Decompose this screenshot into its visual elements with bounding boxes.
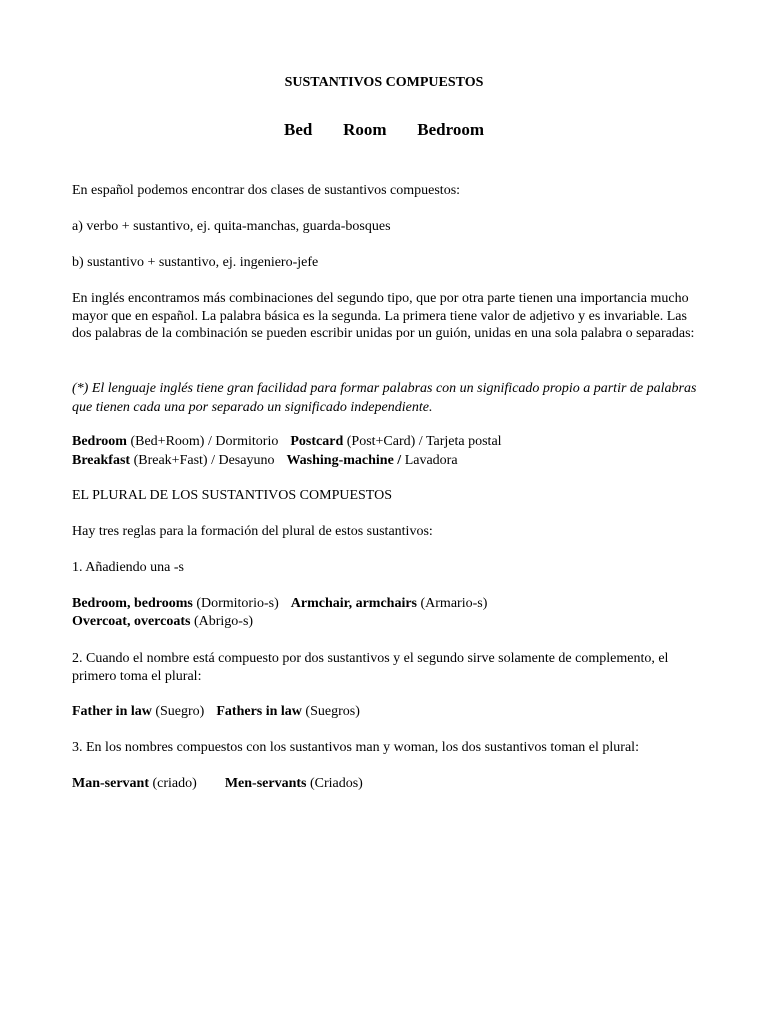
example-desc: (Abrigo-s) [190, 614, 254, 629]
document-heading: Bed Room Bedroom [283, 120, 484, 139]
examples-line-1 [72, 433, 700, 451]
example-word: Postcard [290, 434, 344, 449]
type-a-line: a) verbo + sustantivo, ej. quita-manchas, guarda-bosques [72, 219, 391, 234]
examples-line-2 [72, 452, 700, 470]
type-b-line: b) sustantivo + sustantivo, ej. ingeniero-jefe [72, 255, 319, 270]
example-desc: (Break+Fast) / Desayuno [130, 453, 275, 468]
rule-1-examples-line-2 [72, 613, 700, 631]
intro-paragraph: En español podemos encontrar dos clases de sustantivos compuestos: [72, 183, 461, 198]
example-word: Fathers in law [216, 704, 302, 719]
rule-3-examples [72, 775, 700, 793]
example-desc: (Post+Card) / Tarjeta postal [343, 434, 502, 449]
example-word: Bedroom [72, 434, 127, 449]
example-word: Washing-machine / [286, 453, 402, 468]
example-desc: (Dormitorio-s) [192, 596, 279, 611]
english-paragraph: En inglés encontramos más combinaciones del segundo tipo, que por otra parte tienen una importancia mucho mayor que en español. La palabra básica es la segunda. La primera tiene valor de adjetivo y es invariable. Las dos palabras de la combinación se pueden escribir unidas por un guión, unidas en una sola palabra o separadas: [72, 291, 695, 341]
plural-heading: EL PLURAL DE LOS SUSTANTIVOS COMPUESTOS [72, 488, 393, 503]
rule-1: 1. Añadiendo una -s [72, 560, 184, 575]
document-title: SUSTANTIVOS COMPUESTOS [284, 75, 484, 90]
plural-intro: Hay tres reglas para la formación del plural de estos sustantivos: [72, 524, 433, 539]
example-word: Man-servant [72, 776, 149, 791]
example-desc: Lavadora [401, 453, 458, 468]
note-paragraph: (*) El lenguaje inglés tiene gran facilidad para formar palabras con un significado propio a partir de palabras que tienen cada una por separado un significado independiente. [72, 381, 697, 415]
rule-1-examples-line-1 [72, 595, 700, 613]
example-word: Breakfast [72, 453, 131, 468]
example-word: Bedroom, bedrooms [72, 596, 193, 611]
rule-3: 3. En los nombres compuestos con los sustantivos man y woman, los dos sustantivos toman el plural: [72, 740, 639, 755]
example-word: Father in law [72, 704, 152, 719]
example-desc: (Suegro) [151, 704, 205, 719]
example-word: Armchair, armchairs [290, 596, 417, 611]
example-desc: (Armario-s) [417, 596, 488, 611]
rule-2: 2. Cuando el nombre está compuesto por dos sustantivos y el segundo sirve solamente de complemento, el primero toma el plural: [72, 651, 669, 684]
example-desc: (Bed+Room) / Dormitorio [126, 434, 279, 449]
rule-2-examples [72, 703, 700, 721]
example-desc: (Criados) [306, 776, 363, 791]
example-word: Overcoat, overcoats [72, 614, 191, 629]
example-desc: (Suegros) [301, 704, 360, 719]
example-word: Men-servants [224, 776, 307, 791]
example-desc: (criado) [149, 776, 197, 791]
